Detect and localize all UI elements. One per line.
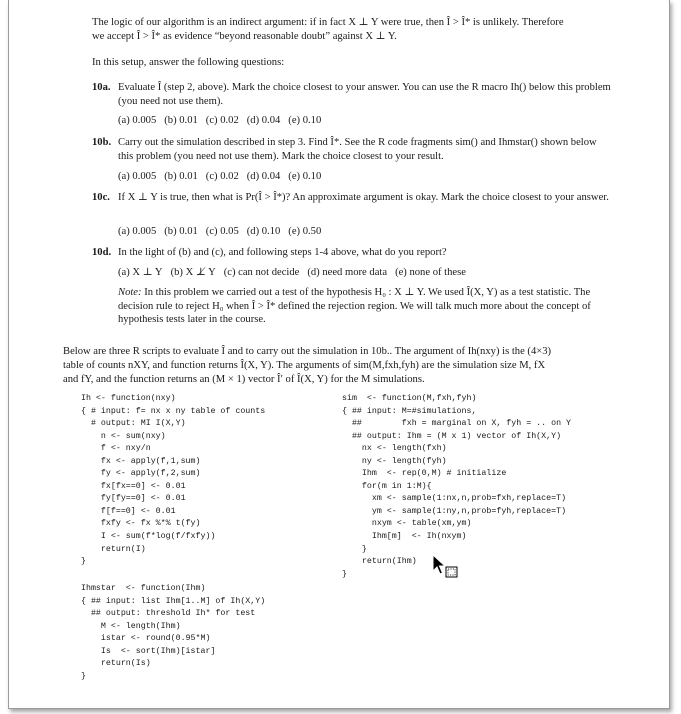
scripts-intro-line-2: table of counts nXY, and function returns Î(X, Y). The arguments of sim(M,fxh,fyh) are the simulation size M, fX bbox=[63, 360, 546, 371]
choice[interactable]: (b) 0.01 bbox=[164, 171, 198, 182]
choice[interactable]: (c) 0.05 bbox=[205, 226, 239, 237]
choice[interactable]: (c) 0.02 bbox=[205, 171, 239, 182]
question-10c-number: 10c. bbox=[92, 192, 110, 203]
choice[interactable]: (d) need more data bbox=[307, 267, 388, 278]
mouse-cursor-icon bbox=[432, 554, 462, 582]
question-10d-choices bbox=[118, 266, 474, 279]
choice[interactable]: (a) 0.005 bbox=[118, 171, 157, 182]
choice[interactable]: (a) 0.005 bbox=[118, 115, 157, 126]
choice[interactable]: (b) 0.01 bbox=[164, 226, 198, 237]
code-ihmstar-function: Ihmstar <- function(Ihm) { ## input: list Ihm[1..M] of Ih(X,Y) ## output: threshold Ih* for test M <- length(Ihm) istar <- round(0.95*M) Is <- sort(Ihm)[istar] return(Is) } bbox=[81, 584, 266, 681]
note-paragraph bbox=[118, 286, 611, 327]
document-page bbox=[8, 0, 670, 709]
note-label: Note: bbox=[118, 287, 142, 298]
choice[interactable]: (e) none of these bbox=[395, 267, 466, 278]
choice[interactable]: (b) 0.01 bbox=[164, 115, 198, 126]
note-text: In this problem we carried out a test of the hypothesis H₀ : X ⊥ Y. We used Î(X, Y) as a test statistic. The decision rule to reject H₀ when Î > Î* defined the rejection region. We will talk much more about the concept of hypothesis tests later in the course. bbox=[118, 287, 591, 326]
choice[interactable]: (e) 0.10 bbox=[288, 171, 322, 182]
question-10a-number: 10a. bbox=[92, 82, 111, 93]
choice[interactable]: (c) 0.02 bbox=[205, 115, 239, 126]
question-10a-text: Evaluate Î (step 2, above). Mark the choice closest to your answer. You can use the R macro Ih() below this problem (you need not use them). bbox=[118, 82, 611, 107]
code-sim-function: sim <- function(M,fxh,fyh) { ## input: M=#simulations, ## fxh = marginal on X, fyh = .. on Y ## output: Ihm = (M x 1) vector of Ih(X,Y) nx <- length(fxh) ny <- length(fyh) Ihm <- rep(0,M) # initialize for(m in 1:M){ xm <- sample(1:nx,n,prob=fxh,replace=T) ym <- sample(1:ny,n,prob=fyh,replace=T) nxym <- table(xm,ym) Ihm[m] <- Ih(nxym) } return(Ihm) } bbox=[342, 394, 572, 579]
question-10b-number: 10b. bbox=[92, 137, 112, 148]
intro-line-2: we accept Î > Î* as evidence “beyond reasonable doubt” against X ⊥ Y. bbox=[92, 31, 397, 42]
choice[interactable]: (a) X ⊥ Y bbox=[118, 267, 163, 278]
scripts-intro-line-3: and fY, and the function returns an (M × 1) vector Î′ of Î(X, Y) for the M simulations. bbox=[63, 374, 425, 385]
question-10b-choices bbox=[118, 170, 329, 183]
choice[interactable]: (e) 0.10 bbox=[288, 115, 322, 126]
choice[interactable]: (d) 0.10 bbox=[246, 226, 281, 237]
question-10d-number: 10d. bbox=[92, 247, 112, 258]
setup-line: In this setup, answer the following questions: bbox=[92, 57, 285, 68]
choice[interactable]: (c) can not decide bbox=[223, 267, 300, 278]
question-10d-text: In the light of (b) and (c), and following steps 1-4 above, what do you report? bbox=[118, 247, 447, 258]
question-10a-choices bbox=[118, 114, 329, 127]
scripts-intro-line-1: Below are three R scripts to evaluate Î and to carry out the simulation in 10b.. The argument of Ih(nxy) is the (4×3) bbox=[63, 346, 552, 357]
code-ih-function: Ih <- function(nxy) { # input: f= nx x ny table of counts # output: MI I(X,Y) n <- sum(nxy) f <- nxy/n fx <- apply(f,1,sum) fy <- apply(f,2,sum) fx[fx==0] <- 0.01 fy[fy==0] <- 0.01 f[f==0] <- 0.01 fxfy <- fx %*% t(fy) I <- sum(f*log(f/fxfy)) return(I) } bbox=[81, 394, 266, 567]
question-10c-choices bbox=[118, 225, 329, 238]
choice[interactable]: (d) 0.04 bbox=[246, 171, 281, 182]
choice[interactable]: (a) 0.005 bbox=[118, 226, 157, 237]
question-10b-text: Carry out the simulation described in step 3. Find Î*. See the R code fragments sim() and Ihmstar() shown below this problem (you need not use them). Mark the choice closest to your result. bbox=[118, 137, 597, 162]
choice[interactable]: (b) X ⊥̸ Y bbox=[170, 267, 216, 278]
choice[interactable]: (d) 0.04 bbox=[246, 115, 281, 126]
intro-line-1: The logic of our algorithm is an indirect argument: if in fact X ⊥ Y were true, then Î > Î* is unlikely. Therefore bbox=[92, 17, 564, 28]
choice[interactable]: (e) 0.50 bbox=[288, 226, 322, 237]
question-10c-text: If X ⊥ Y is true, then what is Pr(Î > Î*)? An approximate argument is okay. Mark the choice closest to your answer. bbox=[118, 192, 609, 203]
